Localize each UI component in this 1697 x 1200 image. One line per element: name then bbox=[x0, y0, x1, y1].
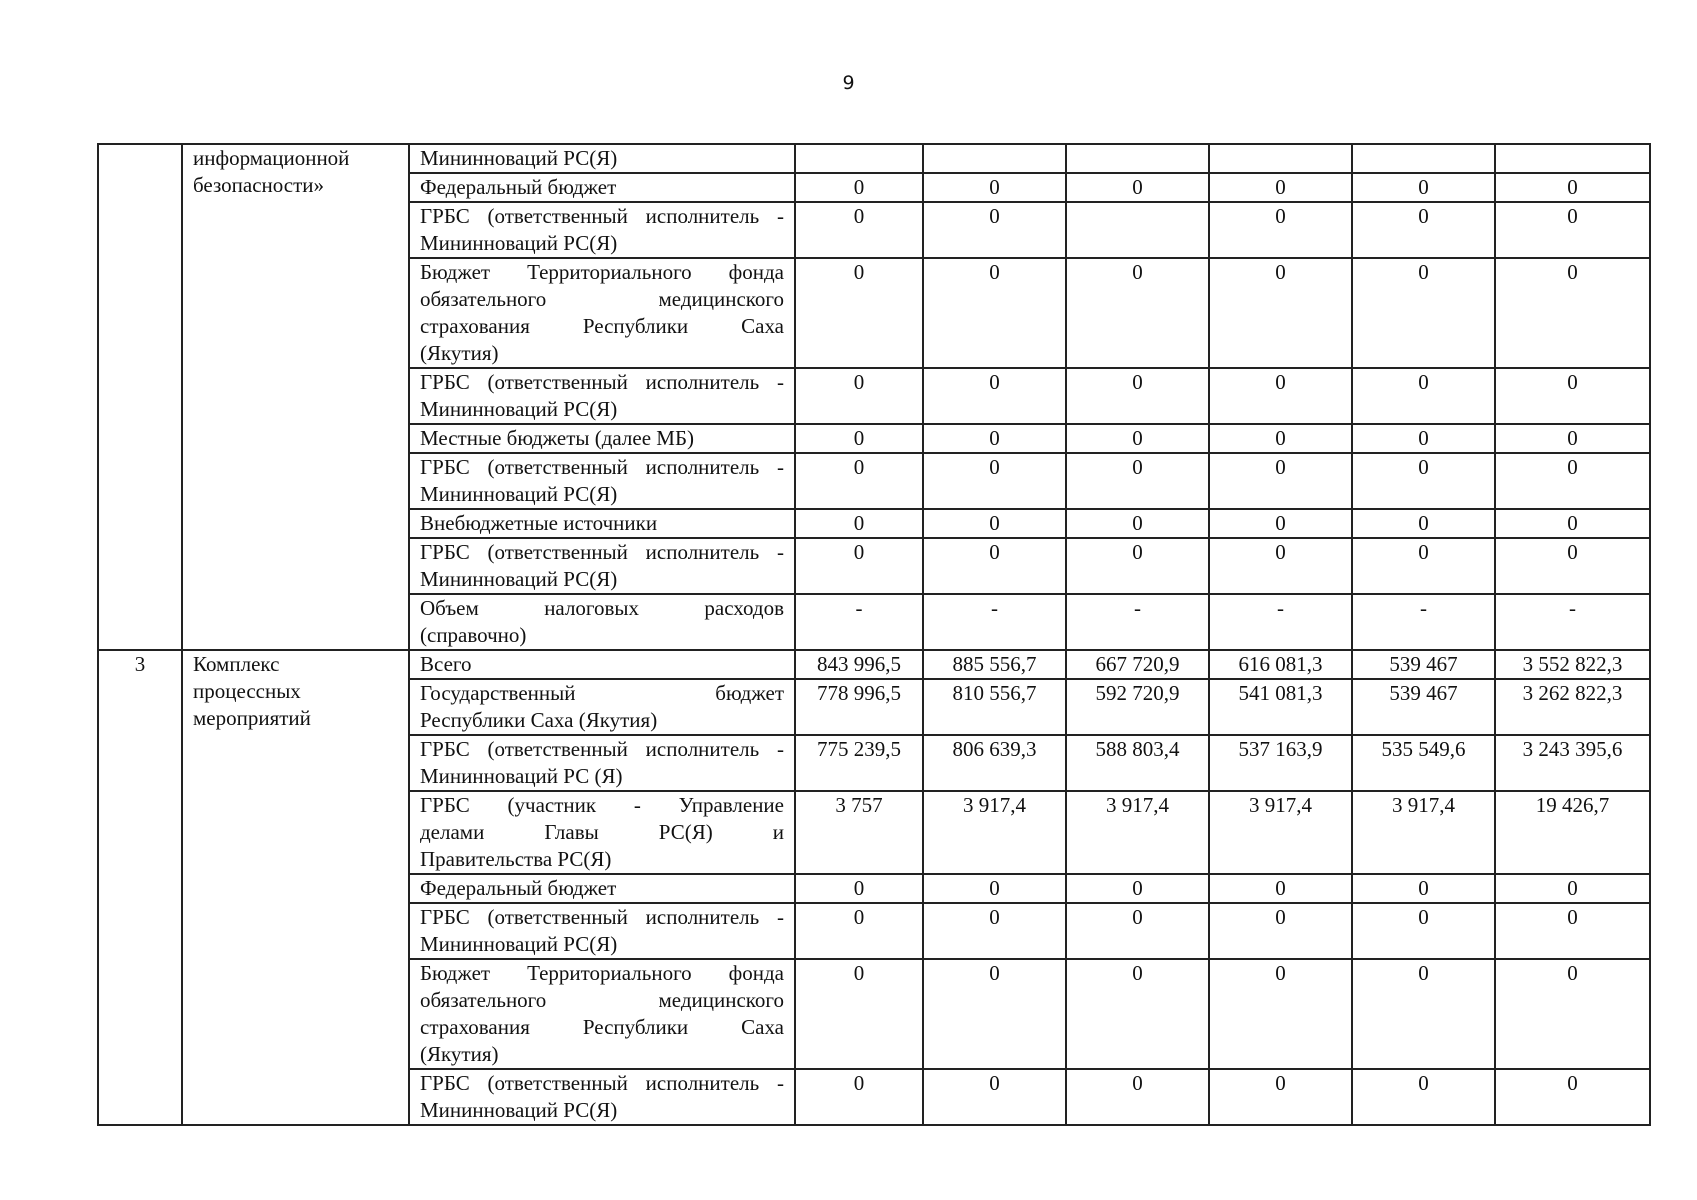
funding-source-line: ГРБС (ответственный исполнитель - bbox=[420, 737, 784, 761]
funding-source-line: Федеральный бюджет bbox=[420, 175, 617, 199]
value-cell-5: 0 bbox=[1352, 258, 1495, 368]
value-cell-2: 3 917,4 bbox=[923, 791, 1066, 874]
value-cell-4: 0 bbox=[1209, 173, 1352, 202]
group-name-line: процессных bbox=[193, 679, 301, 703]
value-cell-5: 539 467 bbox=[1352, 650, 1495, 679]
value-cell-6: 3 552 822,3 bbox=[1495, 650, 1650, 679]
value-cell-4: 0 bbox=[1209, 874, 1352, 903]
value-cell-6: 0 bbox=[1495, 903, 1650, 959]
value-cell-5: 3 917,4 bbox=[1352, 791, 1495, 874]
value-cell-6: - bbox=[1495, 594, 1650, 650]
value-cell-2: 0 bbox=[923, 1069, 1066, 1125]
funding-source-line: Правительства РС(Я) bbox=[420, 847, 612, 871]
value-cell-6: 0 bbox=[1495, 509, 1650, 538]
value-cell-4: 0 bbox=[1209, 453, 1352, 509]
group-name-cell bbox=[182, 650, 409, 1125]
value-cell-1: 0 bbox=[795, 453, 923, 509]
funding-source-cell bbox=[409, 959, 795, 1069]
value-cell-3 bbox=[1066, 202, 1209, 258]
value-cell-3: 592 720,9 bbox=[1066, 679, 1209, 735]
group-index-cell: 3 bbox=[98, 650, 182, 1125]
value-cell-4: 0 bbox=[1209, 538, 1352, 594]
funding-source-cell bbox=[409, 874, 795, 903]
value-cell-4: 616 081,3 bbox=[1209, 650, 1352, 679]
value-cell-1: 0 bbox=[795, 368, 923, 424]
value-cell-2: 0 bbox=[923, 173, 1066, 202]
value-cell-2: 0 bbox=[923, 424, 1066, 453]
value-cell-6: 3 262 822,3 bbox=[1495, 679, 1650, 735]
funding-source-cell bbox=[409, 424, 795, 453]
page-number: 9 bbox=[842, 72, 855, 94]
value-cell-3: 0 bbox=[1066, 258, 1209, 368]
value-cell-1: 778 996,5 bbox=[795, 679, 923, 735]
value-cell-6: 0 bbox=[1495, 1069, 1650, 1125]
value-cell-1: 843 996,5 bbox=[795, 650, 923, 679]
value-cell-2: 0 bbox=[923, 959, 1066, 1069]
value-cell-3: - bbox=[1066, 594, 1209, 650]
value-cell-6: 0 bbox=[1495, 173, 1650, 202]
value-cell-4: 541 081,3 bbox=[1209, 679, 1352, 735]
value-cell-5: - bbox=[1352, 594, 1495, 650]
value-cell-3: 0 bbox=[1066, 424, 1209, 453]
funding-source-line: Бюджет Территориального фонда bbox=[420, 260, 784, 284]
funding-source-cell bbox=[409, 679, 795, 735]
group-name-cell bbox=[182, 144, 409, 650]
value-cell-6: 0 bbox=[1495, 258, 1650, 368]
funding-source-line: Мининноваций РС(Я) bbox=[420, 231, 618, 255]
value-cell-1: 0 bbox=[795, 258, 923, 368]
value-cell-3: 0 bbox=[1066, 368, 1209, 424]
funding-source-cell bbox=[409, 202, 795, 258]
value-cell-3: 0 bbox=[1066, 173, 1209, 202]
value-cell-2: 0 bbox=[923, 874, 1066, 903]
value-cell-5: 0 bbox=[1352, 368, 1495, 424]
value-cell-5: 0 bbox=[1352, 509, 1495, 538]
value-cell-3: 0 bbox=[1066, 1069, 1209, 1125]
table-row bbox=[98, 144, 1650, 173]
value-cell-6: 3 243 395,6 bbox=[1495, 735, 1650, 791]
group-name-line: информационной bbox=[193, 146, 350, 170]
funding-source-line: Федеральный бюджет bbox=[420, 876, 617, 900]
funding-source-line: Мининноваций РС(Я) bbox=[420, 397, 618, 421]
value-cell-4: 0 bbox=[1209, 424, 1352, 453]
funding-source-cell bbox=[409, 368, 795, 424]
value-cell-4: 0 bbox=[1209, 959, 1352, 1069]
funding-source-line: Всего bbox=[420, 652, 472, 676]
funding-source-line: ГРБС (ответственный исполнитель - bbox=[420, 905, 784, 929]
funding-source-line: Объем налоговых расходов bbox=[420, 596, 784, 620]
group-index-cell bbox=[98, 144, 182, 650]
value-cell-1: 775 239,5 bbox=[795, 735, 923, 791]
funding-source-line: Внебюджетные источники bbox=[420, 511, 658, 535]
value-cell-4: 0 bbox=[1209, 509, 1352, 538]
value-cell-4: 0 bbox=[1209, 202, 1352, 258]
funding-source-line: Мининноваций РС(Я) bbox=[420, 567, 618, 591]
value-cell-6: 0 bbox=[1495, 202, 1650, 258]
value-cell-3: 667 720,9 bbox=[1066, 650, 1209, 679]
value-cell-5: 539 467 bbox=[1352, 679, 1495, 735]
funding-source-line: ГРБС (участник - Управление bbox=[420, 793, 784, 817]
value-cell-5 bbox=[1352, 144, 1495, 173]
value-cell-1: 3 757 bbox=[795, 791, 923, 874]
funding-source-line: страхования Республики Саха bbox=[420, 1015, 784, 1039]
value-cell-6 bbox=[1495, 144, 1650, 173]
funding-source-line: ГРБС (ответственный исполнитель - bbox=[420, 455, 784, 479]
value-cell-2: 806 639,3 bbox=[923, 735, 1066, 791]
funding-source-line: ГРБС (ответственный исполнитель - bbox=[420, 540, 784, 564]
funding-source-line: (справочно) bbox=[420, 623, 527, 647]
budget-table bbox=[97, 143, 1651, 1126]
funding-source-cell bbox=[409, 258, 795, 368]
value-cell-1: 0 bbox=[795, 959, 923, 1069]
funding-source-cell bbox=[409, 1069, 795, 1125]
value-cell-6: 19 426,7 bbox=[1495, 791, 1650, 874]
value-cell-2: 0 bbox=[923, 368, 1066, 424]
value-cell-4: 0 bbox=[1209, 368, 1352, 424]
value-cell-3: 3 917,4 bbox=[1066, 791, 1209, 874]
funding-source-cell bbox=[409, 453, 795, 509]
funding-source-line: страхования Республики Саха bbox=[420, 314, 784, 338]
value-cell-6: 0 bbox=[1495, 368, 1650, 424]
value-cell-1: 0 bbox=[795, 202, 923, 258]
value-cell-5: 0 bbox=[1352, 1069, 1495, 1125]
funding-source-line: Мининноваций РС(Я) bbox=[420, 146, 618, 170]
value-cell-6: 0 bbox=[1495, 959, 1650, 1069]
value-cell-1: 0 bbox=[795, 173, 923, 202]
funding-source-line: Мининноваций РС(Я) bbox=[420, 932, 618, 956]
funding-source-line: Государственный бюджет bbox=[420, 681, 784, 705]
funding-source-line: Мининноваций РС(Я) bbox=[420, 1098, 618, 1122]
funding-source-cell bbox=[409, 735, 795, 791]
value-cell-2: 0 bbox=[923, 202, 1066, 258]
value-cell-4: 0 bbox=[1209, 1069, 1352, 1125]
funding-source-line: Бюджет Территориального фонда bbox=[420, 961, 784, 985]
value-cell-6: 0 bbox=[1495, 874, 1650, 903]
value-cell-5: 0 bbox=[1352, 453, 1495, 509]
table-body bbox=[98, 144, 1650, 1125]
funding-source-line: ГРБС (ответственный исполнитель - bbox=[420, 370, 784, 394]
value-cell-1: 0 bbox=[795, 874, 923, 903]
funding-source-cell bbox=[409, 650, 795, 679]
value-cell-2: 0 bbox=[923, 903, 1066, 959]
funding-source-line: делами Главы РС(Я) и bbox=[420, 820, 784, 844]
value-cell-4: 0 bbox=[1209, 258, 1352, 368]
value-cell-5: 0 bbox=[1352, 903, 1495, 959]
value-cell-6: 0 bbox=[1495, 538, 1650, 594]
value-cell-2: 0 bbox=[923, 258, 1066, 368]
funding-source-line: ГРБС (ответственный исполнитель - bbox=[420, 1071, 784, 1095]
value-cell-4: 0 bbox=[1209, 903, 1352, 959]
value-cell-1: 0 bbox=[795, 509, 923, 538]
value-cell-2: - bbox=[923, 594, 1066, 650]
funding-source-cell bbox=[409, 509, 795, 538]
value-cell-5: 0 bbox=[1352, 173, 1495, 202]
group-name-line: безопасности» bbox=[193, 173, 325, 197]
value-cell-1 bbox=[795, 144, 923, 173]
value-cell-3: 588 803,4 bbox=[1066, 735, 1209, 791]
value-cell-2: 885 556,7 bbox=[923, 650, 1066, 679]
value-cell-2 bbox=[923, 144, 1066, 173]
value-cell-2: 810 556,7 bbox=[923, 679, 1066, 735]
value-cell-3: 0 bbox=[1066, 903, 1209, 959]
value-cell-3: 0 bbox=[1066, 874, 1209, 903]
value-cell-2: 0 bbox=[923, 453, 1066, 509]
funding-source-cell bbox=[409, 791, 795, 874]
value-cell-5: 0 bbox=[1352, 874, 1495, 903]
value-cell-5: 535 549,6 bbox=[1352, 735, 1495, 791]
funding-source-cell bbox=[409, 594, 795, 650]
value-cell-3: 0 bbox=[1066, 538, 1209, 594]
value-cell-4: - bbox=[1209, 594, 1352, 650]
value-cell-2: 0 bbox=[923, 509, 1066, 538]
funding-source-line: Мининноваций РС (Я) bbox=[420, 764, 623, 788]
value-cell-1: - bbox=[795, 594, 923, 650]
funding-source-line: обязательного медицинского bbox=[420, 988, 784, 1012]
value-cell-1: 0 bbox=[795, 424, 923, 453]
value-cell-2: 0 bbox=[923, 538, 1066, 594]
value-cell-4 bbox=[1209, 144, 1352, 173]
value-cell-1: 0 bbox=[795, 538, 923, 594]
value-cell-3: 0 bbox=[1066, 453, 1209, 509]
value-cell-1: 0 bbox=[795, 1069, 923, 1125]
value-cell-5: 0 bbox=[1352, 202, 1495, 258]
group-name-line: Комплекс bbox=[193, 652, 280, 676]
value-cell-6: 0 bbox=[1495, 453, 1650, 509]
value-cell-3: 0 bbox=[1066, 509, 1209, 538]
value-cell-1: 0 bbox=[795, 903, 923, 959]
funding-source-line: Республики Саха (Якутия) bbox=[420, 708, 658, 732]
value-cell-3 bbox=[1066, 144, 1209, 173]
value-cell-6: 0 bbox=[1495, 424, 1650, 453]
funding-source-line: (Якутия) bbox=[420, 341, 499, 365]
funding-source-cell bbox=[409, 903, 795, 959]
funding-source-cell bbox=[409, 173, 795, 202]
value-cell-4: 3 917,4 bbox=[1209, 791, 1352, 874]
funding-source-line: Мининноваций РС(Я) bbox=[420, 482, 618, 506]
table-row bbox=[98, 650, 1650, 679]
funding-source-cell bbox=[409, 144, 795, 173]
value-cell-3: 0 bbox=[1066, 959, 1209, 1069]
funding-source-line: ГРБС (ответственный исполнитель - bbox=[420, 204, 784, 228]
funding-source-line: (Якутия) bbox=[420, 1042, 499, 1066]
value-cell-5: 0 bbox=[1352, 538, 1495, 594]
funding-source-cell bbox=[409, 538, 795, 594]
group-name-line: мероприятий bbox=[193, 706, 311, 730]
value-cell-5: 0 bbox=[1352, 959, 1495, 1069]
value-cell-4: 537 163,9 bbox=[1209, 735, 1352, 791]
funding-source-line: обязательного медицинского bbox=[420, 287, 784, 311]
funding-source-line: Местные бюджеты (далее МБ) bbox=[420, 426, 695, 450]
value-cell-5: 0 bbox=[1352, 424, 1495, 453]
